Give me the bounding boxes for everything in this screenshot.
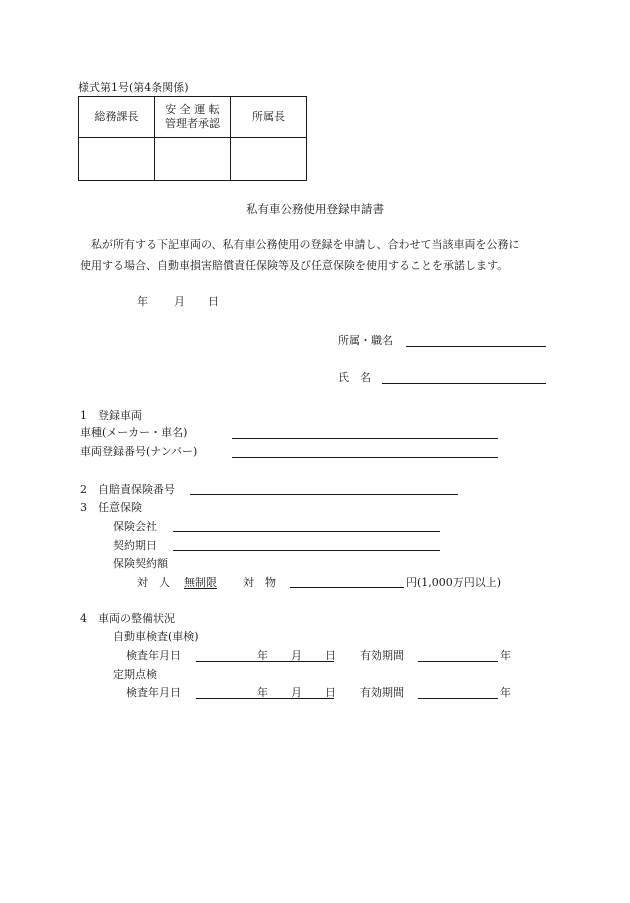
periodic-validity-unit: 年	[500, 686, 511, 699]
form-number-label: 様式第1号(第4条関係)	[78, 81, 189, 94]
insurance-company-field[interactable]	[173, 531, 440, 532]
stamp-cell-general-affairs[interactable]	[79, 138, 155, 181]
contract-date-label: 契約期日	[113, 539, 157, 552]
section-4-heading: 4 車両の整備状況	[80, 612, 175, 625]
header-safe-driving-manager	[155, 97, 231, 138]
inspection-date-label: 検査年月日	[126, 649, 181, 662]
property-damage-field[interactable]	[290, 587, 404, 588]
declaration-line-1: 私が所有する下記車両の、私有車公務使用の登録を申請し、合わせて当該車両を公務に	[91, 238, 520, 251]
name-label: 氏 名	[338, 371, 371, 384]
vehicle-type-label: 車種(メーカー・車名)	[80, 426, 188, 439]
bodily-injury-label: 対 人	[137, 576, 170, 589]
periodic-year-unit: 年	[257, 686, 268, 699]
date-day-label[interactable]: 日	[208, 295, 219, 308]
section-1-heading: 1 登録車両	[80, 409, 142, 422]
vehicle-inspection-heading: 自動車検査(車検)	[113, 630, 199, 643]
property-damage-label: 対 物	[243, 576, 276, 589]
contract-date-field[interactable]	[173, 550, 440, 551]
date-year-label[interactable]: 年	[137, 295, 148, 308]
section-3-heading: 3 任意保険	[80, 501, 142, 514]
date-month-label[interactable]: 月	[174, 295, 185, 308]
compulsory-insurance-number-field[interactable]	[190, 494, 458, 495]
periodic-validity-field[interactable]	[418, 698, 498, 699]
header-safe-driving-line1: 安 全 運 転	[165, 103, 220, 116]
header-safe-driving-line2: 管理者承認	[165, 117, 220, 130]
inspection-day-unit: 日	[325, 649, 336, 662]
registration-number-field[interactable]	[232, 457, 498, 458]
bodily-injury-value: 無制限	[184, 576, 217, 589]
declaration-line-2: 使用する場合、自動車損害賠償責任保険等及び任意保険を使用することを承諾します。	[80, 259, 509, 272]
name-field[interactable]	[382, 383, 546, 384]
inspection-month-unit: 月	[291, 649, 302, 662]
contract-amount-label: 保険契約額	[113, 557, 168, 570]
vehicle-type-field[interactable]	[232, 438, 498, 439]
periodic-inspection-heading: 定期点検	[113, 668, 157, 681]
periodic-date-label: 検査年月日	[126, 686, 181, 699]
periodic-day-unit: 日	[325, 686, 336, 699]
stamp-cell-department-head[interactable]	[231, 138, 307, 181]
periodic-month-unit: 月	[291, 686, 302, 699]
property-damage-suffix: 円(1,000万円以上)	[406, 576, 502, 589]
periodic-validity-label: 有効期間	[360, 686, 404, 699]
insurance-company-label: 保険会社	[113, 520, 157, 533]
affiliation-field[interactable]	[406, 346, 546, 347]
affiliation-label: 所属・職名	[338, 334, 393, 347]
document-title: 私有車公務使用登録申請書	[246, 202, 384, 216]
approval-stamp-table	[78, 96, 307, 181]
section-2-heading: 2 自賠責保険番号	[80, 483, 175, 496]
registration-number-label: 車両登録番号(ナンバー)	[80, 445, 198, 458]
inspection-validity-label: 有効期間	[360, 649, 404, 662]
stamp-cell-safe-driving[interactable]	[155, 138, 231, 181]
inspection-validity-unit: 年	[500, 649, 511, 662]
header-department-head: 所属長	[231, 97, 307, 138]
header-general-affairs-chief: 総務課長	[79, 97, 155, 138]
inspection-year-unit: 年	[257, 649, 268, 662]
inspection-validity-field[interactable]	[418, 661, 498, 662]
